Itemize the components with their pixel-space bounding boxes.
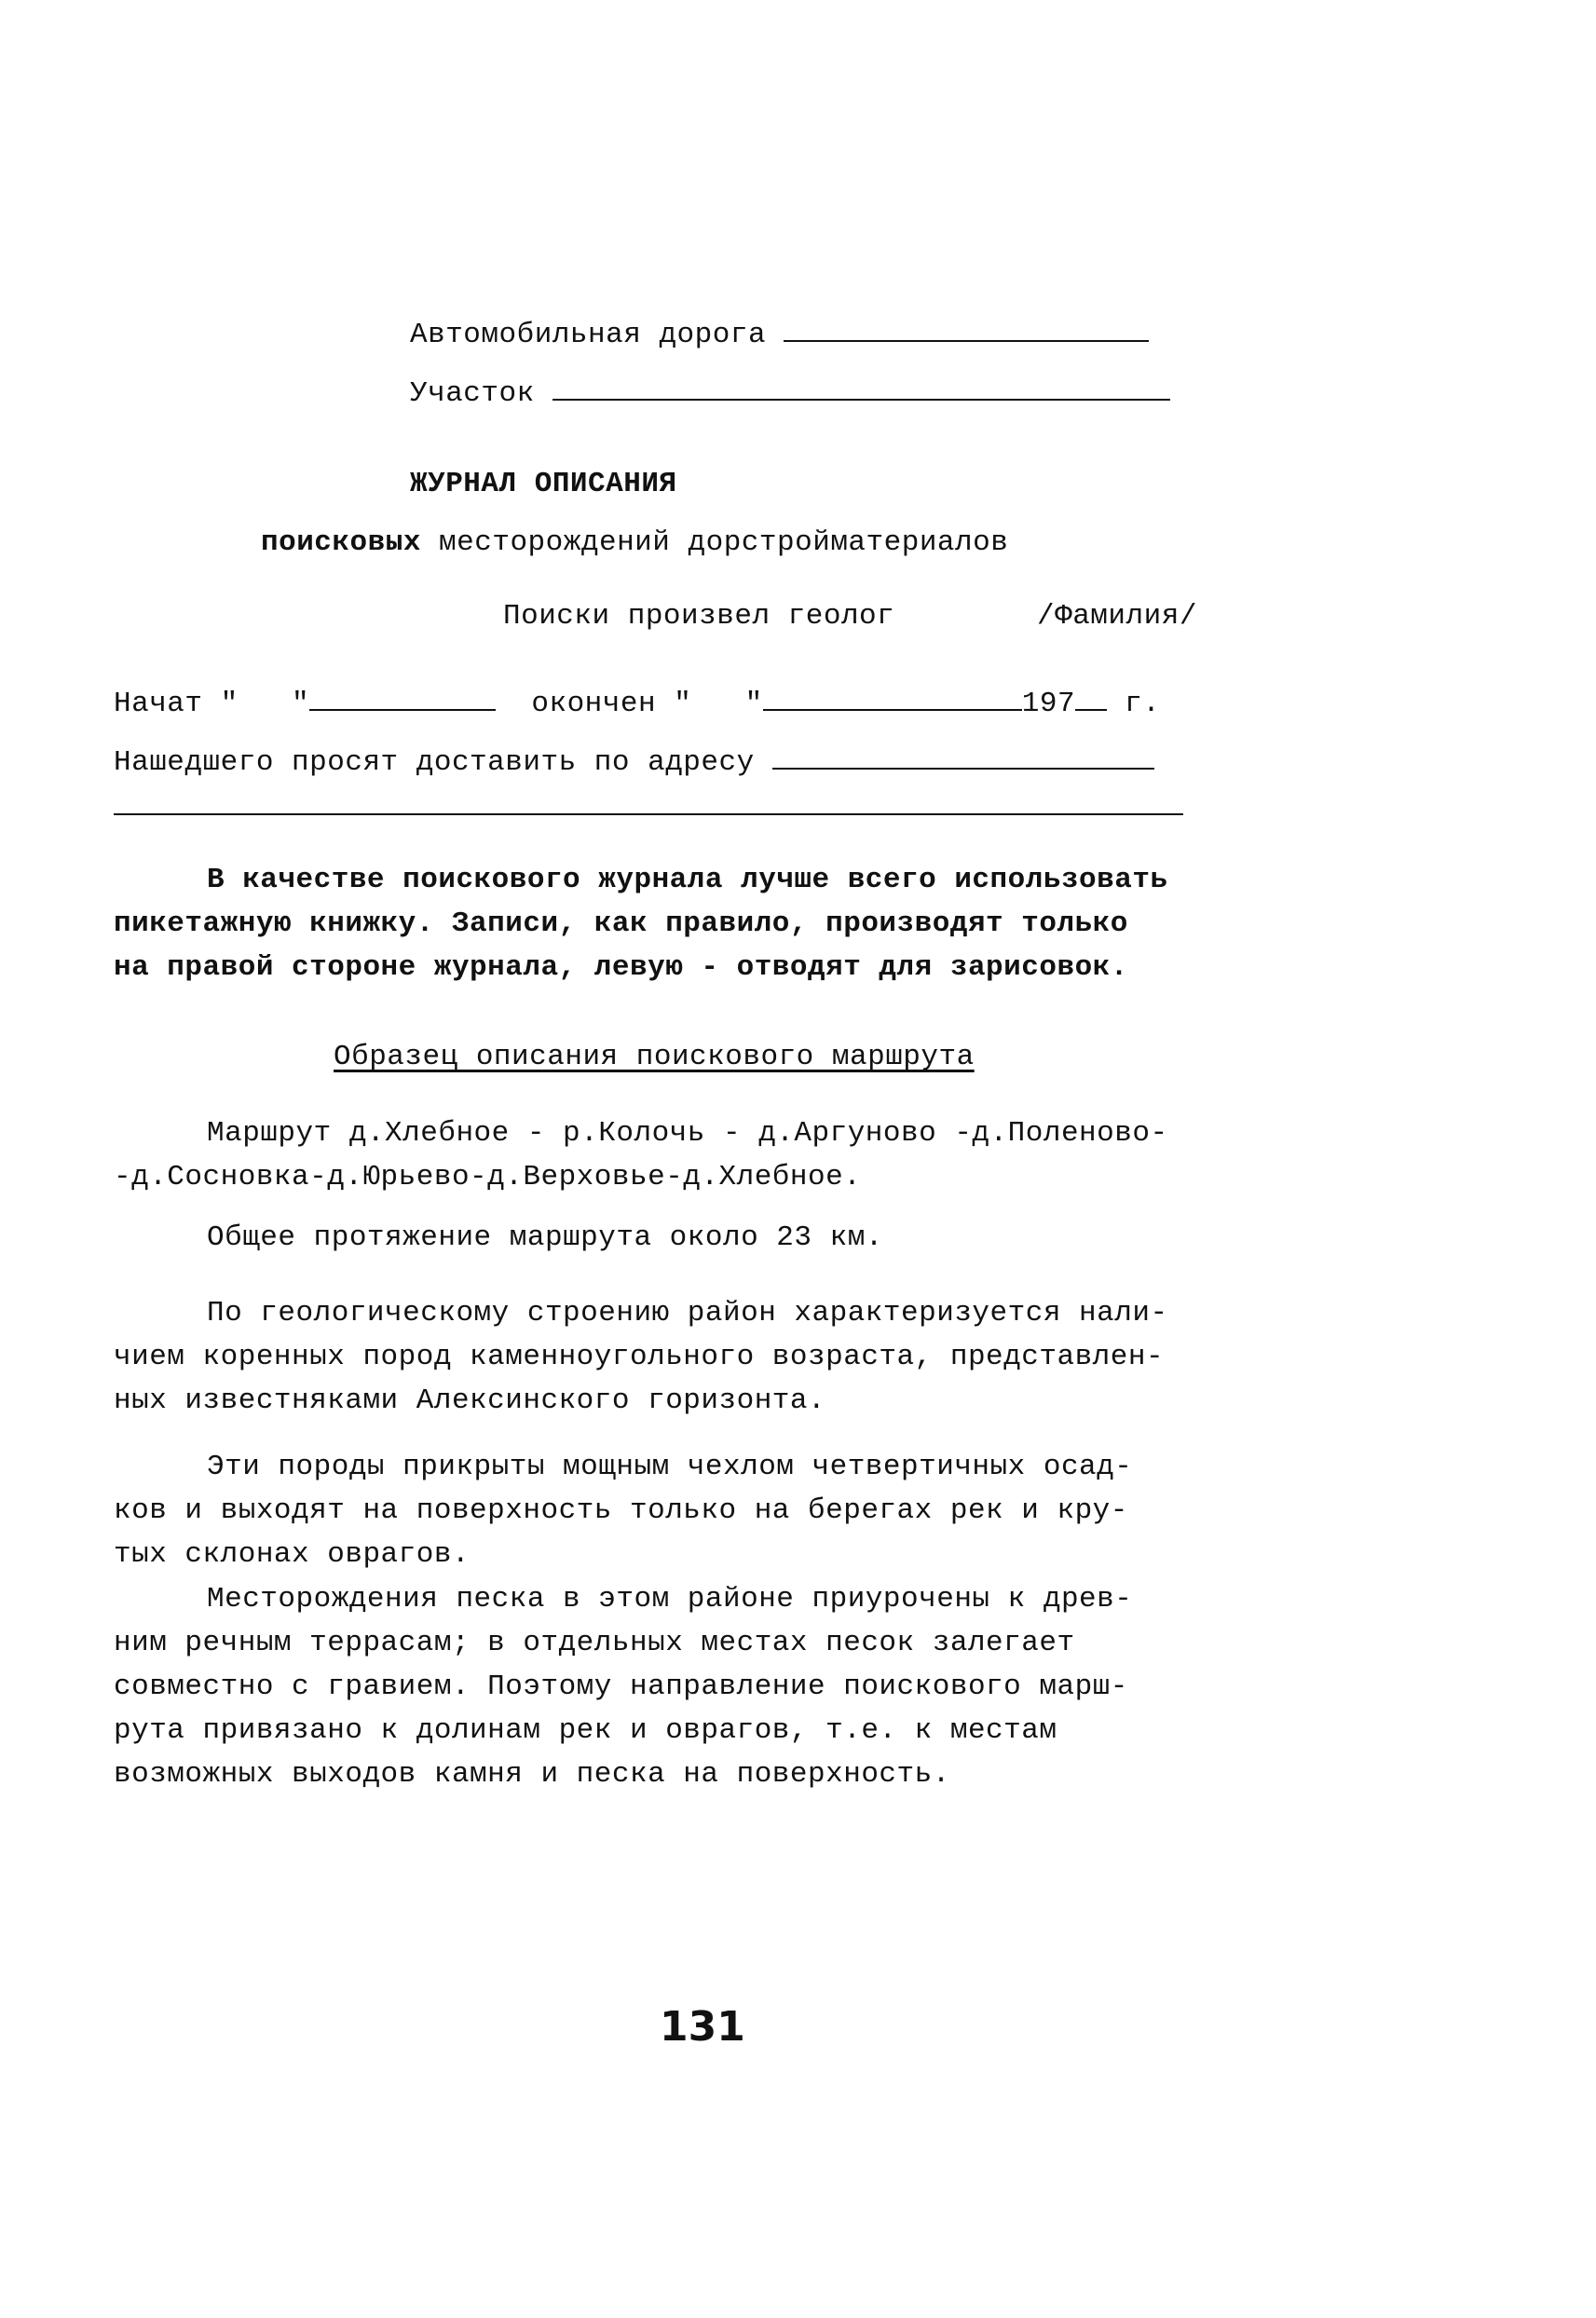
end-date-blank: [763, 685, 1022, 711]
started-label: Начат: [114, 688, 203, 720]
road-label: Автомобильная дорога: [410, 319, 767, 351]
road-blank-line: [784, 316, 1149, 342]
para2-line-3: тых склонах оврагов.: [114, 1538, 471, 1571]
sample-heading: Образец описания поискового маршрута: [334, 1041, 975, 1073]
year-prefix: 197: [1021, 688, 1076, 720]
para1-line-2: чием коренных пород каменноугольного возраста, представлен-: [114, 1341, 1165, 1373]
surname-placeholder: /Фамилия/: [1037, 600, 1197, 633]
intro-line-3: на правой стороне журнала, левую - отводят для зарисовок.: [114, 951, 1128, 984]
section-label: Участок: [410, 377, 535, 410]
year-blank: [1075, 685, 1107, 711]
section-field: [410, 375, 1170, 413]
para3-line-4: рута привязано к долинам рек и оврагов, т.е. к местам: [114, 1714, 1057, 1747]
year-suffix: г.: [1125, 688, 1161, 720]
subtitle-word-1: поисковых: [261, 526, 421, 559]
subtitle-rest: месторождений дорстройматериалов: [439, 526, 1009, 559]
intro-line-1: В качестве поискового журнала лучше всего использовать: [207, 864, 1168, 896]
para3-line-5: возможных выходов камня и песка на поверхность.: [114, 1758, 950, 1791]
para3-line-2: ним речным террасам; в отдельных местах песок залегает: [114, 1627, 1075, 1659]
ended-label: окончен: [531, 688, 657, 720]
page-number: 131: [660, 2003, 745, 2051]
geologist-label: Поиски произвел геолог: [503, 600, 895, 633]
quote-close-1: ": [292, 688, 310, 720]
address-blank-line: [772, 743, 1154, 770]
total-length: Общее протяжение маршрута около 23 км.: [207, 1221, 883, 1254]
start-date-blank: [309, 685, 496, 711]
para3-line-3: совместно с гравием. Поэтому направление поискового марш-: [114, 1670, 1128, 1703]
section-blank-line: [552, 375, 1170, 401]
para1-line-1: По геологическому строению район характеризуется нали-: [207, 1297, 1168, 1329]
return-address-field: [114, 743, 1154, 782]
para2-line-1: Эти породы прикрыты мощным чехлом четвертичных осад-: [207, 1451, 1133, 1483]
start-end-date-line: [114, 685, 1160, 723]
intro-line-2: пикетажную книжку. Записи, как правило, производят только: [114, 907, 1128, 940]
journal-title: ЖУРНАЛ ОПИСАНИЯ: [410, 468, 677, 500]
para1-line-3: ных известняками Алексинского горизонта.: [114, 1384, 826, 1417]
route-line-1: Маршрут д.Хлебное - р.Колочь - д.Аргуново -д.Поленово-: [207, 1117, 1168, 1150]
journal-subtitle: [261, 525, 1008, 562]
quote-open-2: ": [674, 688, 692, 720]
para2-line-2: ков и выходят на поверхность только на берегах рек и кру-: [114, 1494, 1128, 1527]
para3-line-1: Месторождения песка в этом районе приурочены к древ-: [207, 1583, 1133, 1616]
quote-open-1: ": [220, 688, 239, 720]
quote-close-2: ": [744, 688, 763, 720]
address-second-line: [114, 813, 1183, 815]
road-field: [410, 316, 1149, 354]
route-line-2: -д.Сосновка-д.Юрьево-д.Верховье-д.Хлебное.: [114, 1161, 862, 1193]
return-address-label: Нашедшего просят доставить по адресу: [114, 746, 755, 779]
